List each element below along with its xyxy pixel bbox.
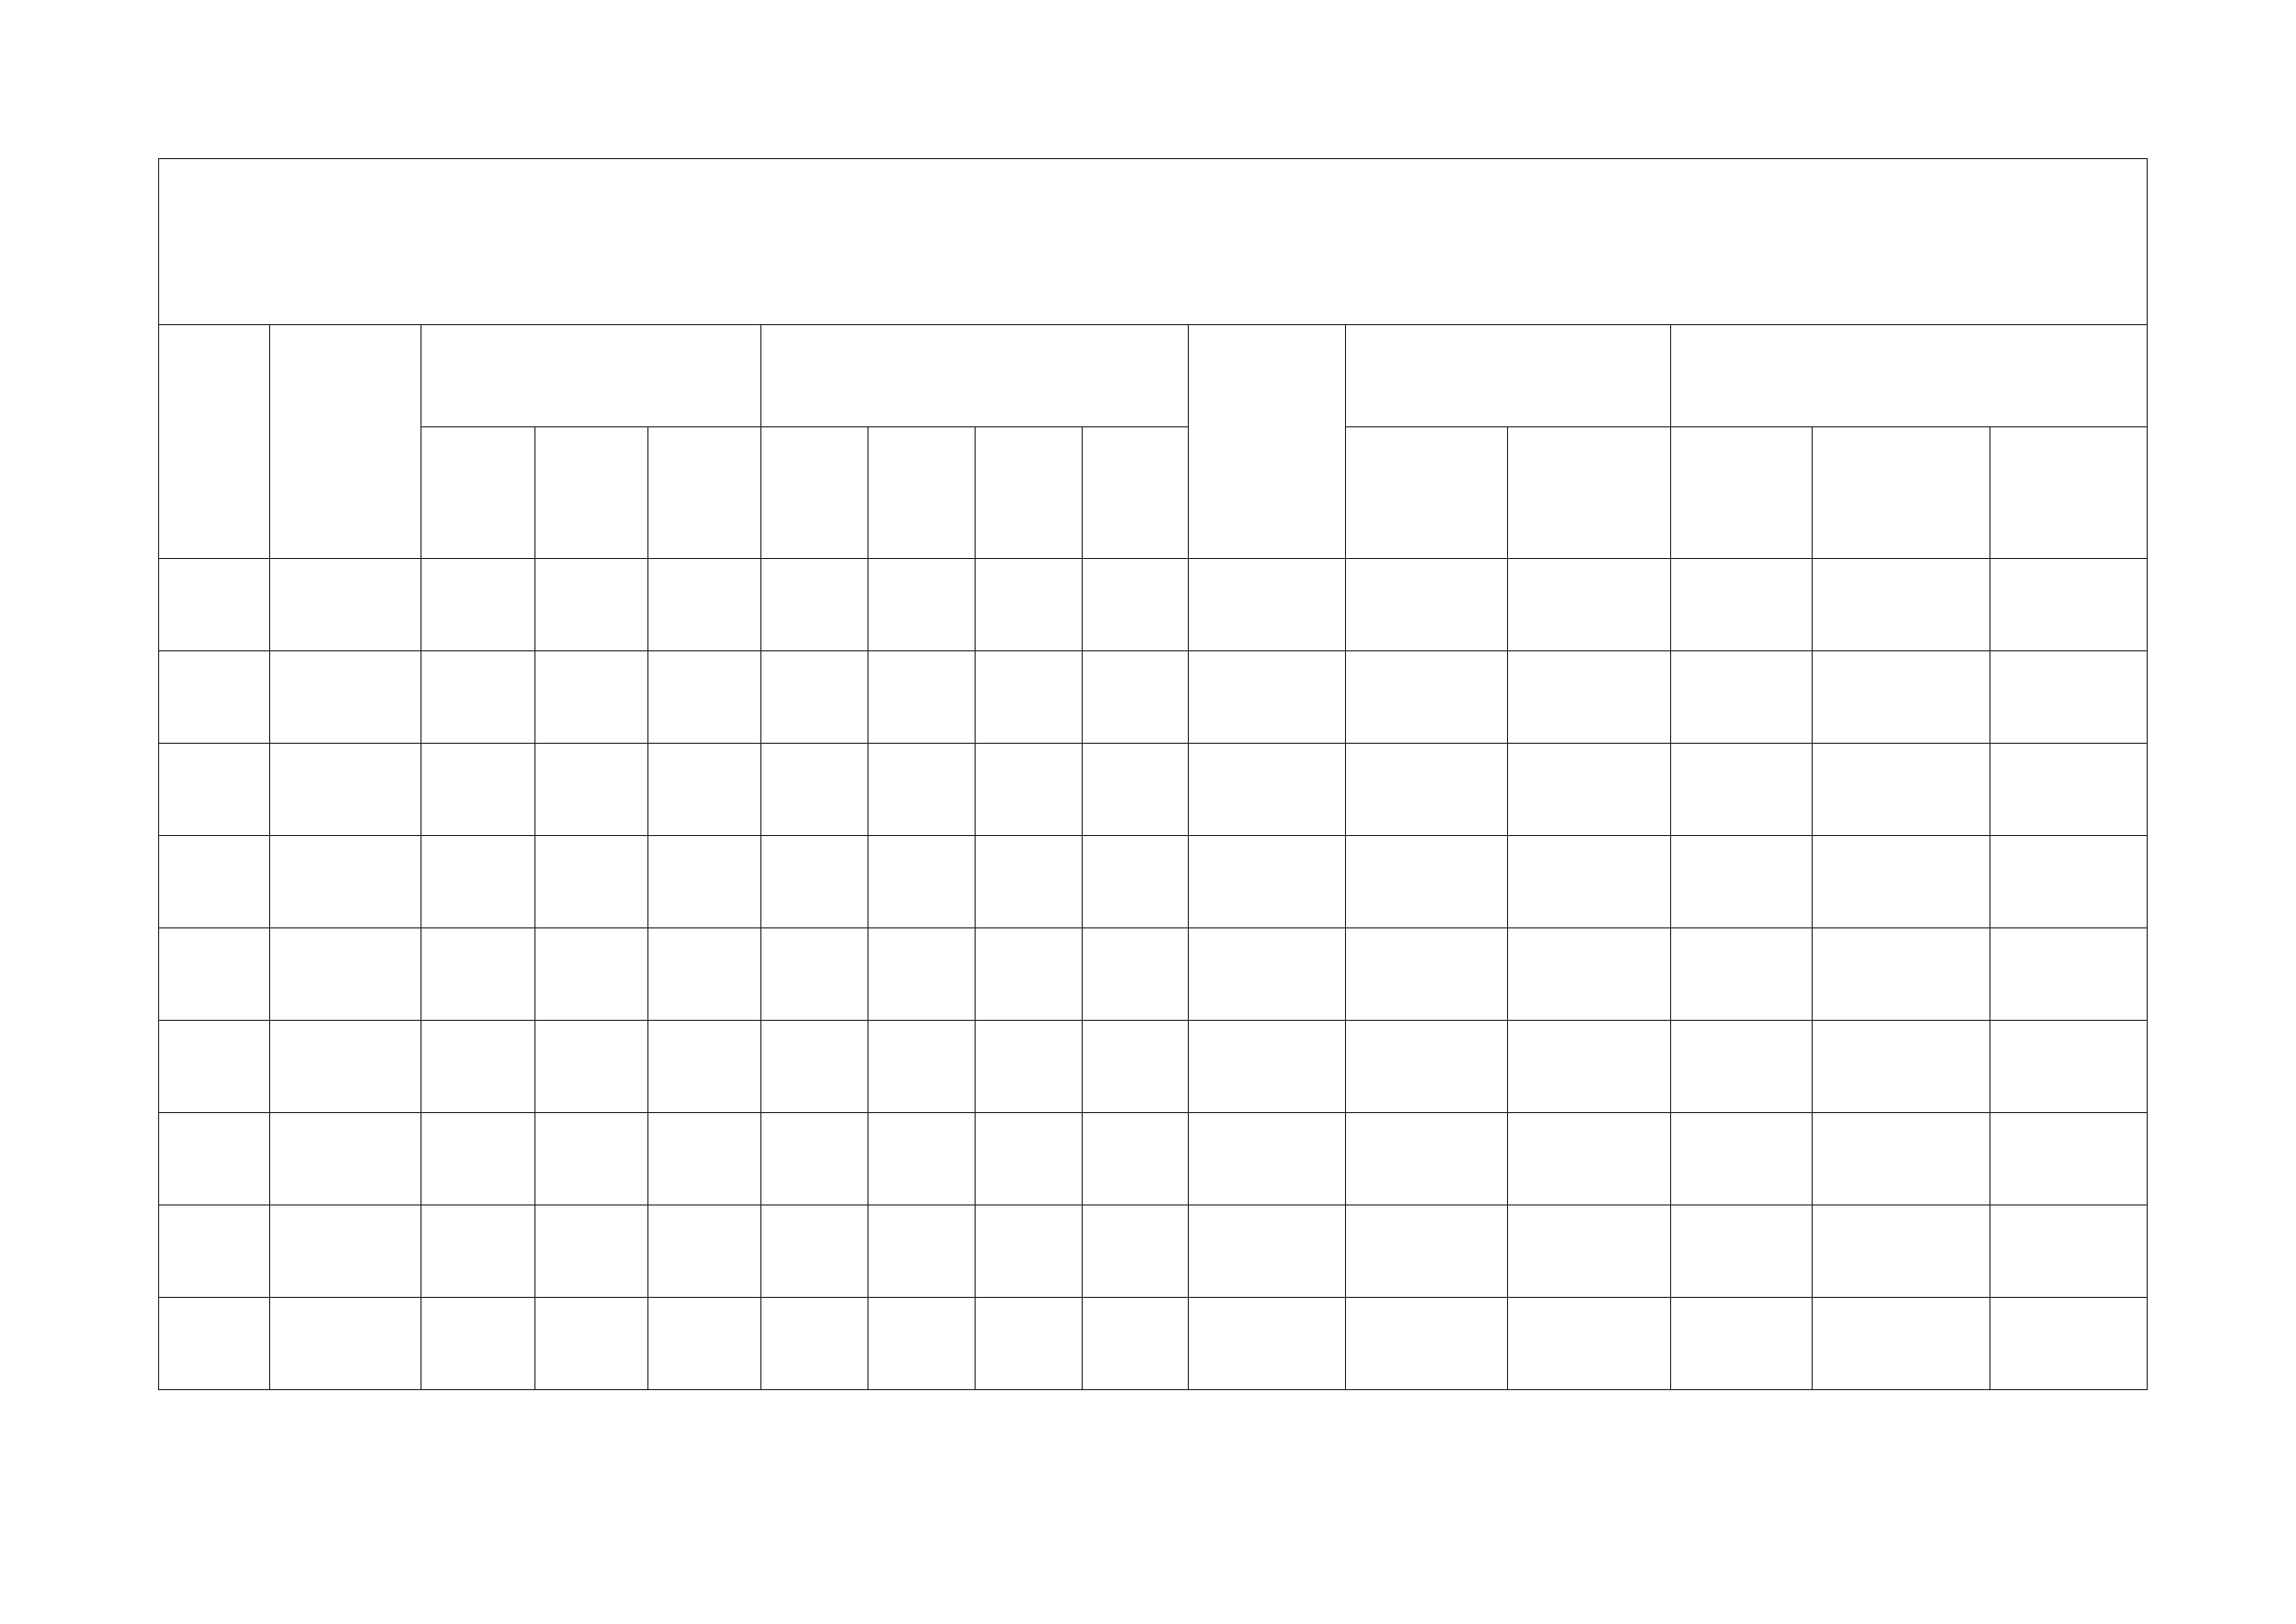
row-cert-number	[1813, 836, 1990, 928]
dash-cell	[976, 1021, 1083, 1113]
row-takeoff	[421, 1113, 535, 1205]
header-pilot	[1671, 325, 2148, 427]
row-duration	[648, 1205, 761, 1298]
row-cert-number	[1813, 1205, 1990, 1298]
row-captain	[761, 1113, 868, 1205]
row-date	[159, 928, 270, 1021]
row-place	[270, 1205, 421, 1298]
student-signature	[1508, 1298, 1671, 1390]
student-signature	[1508, 651, 1671, 744]
student-signature	[1508, 1205, 1671, 1298]
row-subtotal	[1083, 744, 1189, 836]
row-place	[270, 928, 421, 1021]
row-place	[270, 651, 421, 744]
row-landing	[535, 651, 648, 744]
row-student-name	[1346, 1298, 1508, 1390]
header-instructor	[976, 427, 1083, 559]
row-takeoff	[421, 744, 535, 836]
row-training	[868, 744, 976, 836]
row-place	[270, 836, 421, 928]
row-place	[270, 1113, 421, 1205]
header-date	[159, 325, 270, 559]
row-instructor	[976, 836, 1083, 928]
row-subtotal	[1083, 928, 1189, 1021]
row-student-name	[1346, 1113, 1508, 1205]
inspection-place	[270, 1021, 421, 1113]
table-row	[159, 1298, 2148, 1390]
flight-logbook-table	[158, 158, 2148, 1390]
row-date	[159, 836, 270, 928]
dash-cell	[1083, 1021, 1189, 1113]
row-duration	[648, 1298, 761, 1390]
row-instructor	[976, 1113, 1083, 1205]
pilot-signature	[1990, 1113, 2148, 1205]
row-training	[868, 559, 976, 651]
row-subtotal	[1083, 1298, 1189, 1390]
inspection-row	[159, 1021, 2148, 1113]
row-purpose	[1189, 1298, 1346, 1390]
dash-cell	[1813, 1021, 1990, 1113]
row-landing	[535, 559, 648, 651]
dash-cell	[1346, 1021, 1508, 1113]
row-takeoff	[421, 836, 535, 928]
header-student	[1346, 325, 1671, 427]
row-student-name	[1346, 651, 1508, 744]
table-row	[159, 836, 2148, 928]
row-takeoff	[421, 651, 535, 744]
row-pilot-name	[1671, 928, 1813, 1021]
row-pilot-name	[1671, 836, 1813, 928]
title-cell	[159, 159, 2148, 247]
row-landing	[535, 1298, 648, 1390]
row-training	[868, 836, 976, 928]
row-pilot-name	[1671, 1298, 1813, 1390]
row-subtotal	[1083, 836, 1189, 928]
pilot-signature	[1990, 928, 2148, 1021]
student-signature	[1508, 836, 1671, 928]
row-training	[868, 1298, 976, 1390]
row-landing	[535, 1113, 648, 1205]
row-subtotal	[1083, 1205, 1189, 1298]
log-rows-group-2	[159, 1113, 2148, 1390]
row-subtotal	[1083, 651, 1189, 744]
row-takeoff	[421, 1205, 535, 1298]
header-student-name	[1346, 427, 1508, 559]
row-duration	[648, 744, 761, 836]
student-signature	[1508, 559, 1671, 651]
header-cert-number	[1813, 427, 1990, 559]
row-student-name	[1346, 1205, 1508, 1298]
row-date	[159, 1298, 270, 1390]
row-instructor	[976, 1298, 1083, 1390]
row-student-name	[1346, 928, 1508, 1021]
dash-cell	[1990, 1021, 2148, 1113]
row-place	[270, 744, 421, 836]
row-pilot-name	[1671, 651, 1813, 744]
header-subtotal	[1083, 427, 1189, 559]
student-signature	[1508, 928, 1671, 1021]
row-cert-number	[1813, 651, 1990, 744]
row-student-name	[1346, 836, 1508, 928]
inspection-date	[159, 1021, 270, 1113]
header-place	[270, 325, 421, 559]
row-student-name	[1346, 744, 1508, 836]
inspection-validity	[421, 1021, 535, 1113]
header-takeoff	[421, 427, 535, 559]
pilot-signature	[1990, 559, 2148, 651]
row-purpose	[1189, 836, 1346, 928]
pilot-signature	[1990, 1298, 2148, 1390]
row-landing	[535, 1205, 648, 1298]
table-row	[159, 744, 2148, 836]
row-date	[159, 744, 270, 836]
row-cert-number	[1813, 928, 1990, 1021]
row-instructor	[976, 928, 1083, 1021]
table-row	[159, 1205, 2148, 1298]
row-training	[868, 1113, 976, 1205]
student-signature	[1508, 1113, 1671, 1205]
header-landing	[535, 427, 648, 559]
table-row	[159, 928, 2148, 1021]
header-flight-time	[421, 325, 761, 427]
row-captain	[761, 1298, 868, 1390]
header-captain	[761, 427, 868, 559]
inspection-expiry	[535, 1021, 648, 1113]
row-purpose	[1189, 651, 1346, 744]
log-rows-group-1	[159, 559, 2148, 1021]
row-duration	[648, 836, 761, 928]
header-student-sign	[1508, 427, 1671, 559]
row-captain	[761, 1205, 868, 1298]
header-duration	[648, 427, 761, 559]
row-date	[159, 1205, 270, 1298]
table-row	[159, 1113, 2148, 1205]
row-cert-number	[1813, 744, 1990, 836]
row-captain	[761, 928, 868, 1021]
row-training	[868, 1205, 976, 1298]
row-cert-number	[1813, 1298, 1990, 1390]
row-place	[270, 1298, 421, 1390]
dash-cell	[868, 1021, 976, 1113]
row-pilot-name	[1671, 1113, 1813, 1205]
row-purpose	[1189, 559, 1346, 651]
row-takeoff	[421, 1298, 535, 1390]
row-captain	[761, 744, 868, 836]
row-subtotal	[1083, 559, 1189, 651]
row-instructor	[976, 559, 1083, 651]
dash-cell	[1189, 1021, 1346, 1113]
row-place	[270, 559, 421, 651]
row-duration	[648, 651, 761, 744]
row-captain	[761, 651, 868, 744]
row-captain	[761, 559, 868, 651]
row-subtotal	[1083, 1113, 1189, 1205]
dash-cell	[1671, 1021, 1813, 1113]
dash-cell	[648, 1021, 761, 1113]
header-purpose	[1189, 325, 1346, 559]
dash-cell	[761, 1021, 868, 1113]
header-pilot-sign	[1990, 427, 2148, 559]
row-duration	[648, 559, 761, 651]
row-instructor	[976, 1205, 1083, 1298]
row-cert-number	[1813, 1113, 1990, 1205]
header-pilot-name	[1671, 427, 1813, 559]
row-captain	[761, 836, 868, 928]
row-training	[868, 651, 976, 744]
row-purpose	[1189, 1113, 1346, 1205]
row-date	[159, 1113, 270, 1205]
row-pilot-name	[1671, 559, 1813, 651]
row-training	[868, 928, 976, 1021]
pilot-signature	[1990, 651, 2148, 744]
row-pilot-name	[1671, 744, 1813, 836]
row-pilot-name	[1671, 1205, 1813, 1298]
row-duration	[648, 928, 761, 1021]
row-purpose	[1189, 744, 1346, 836]
aircraft-info	[159, 246, 2148, 325]
row-takeoff	[421, 928, 535, 1021]
row-date	[159, 559, 270, 651]
header-training	[868, 427, 976, 559]
student-signature	[1508, 744, 1671, 836]
row-purpose	[1189, 1205, 1346, 1298]
row-landing	[535, 836, 648, 928]
table-row	[159, 559, 2148, 651]
row-instructor	[976, 651, 1083, 744]
row-landing	[535, 928, 648, 1021]
row-landing	[535, 744, 648, 836]
pilot-signature	[1990, 1205, 2148, 1298]
row-date	[159, 651, 270, 744]
row-purpose	[1189, 928, 1346, 1021]
row-takeoff	[421, 559, 535, 651]
header-mission-time	[761, 325, 1189, 427]
pilot-signature	[1990, 744, 2148, 836]
row-instructor	[976, 744, 1083, 836]
row-student-name	[1346, 559, 1508, 651]
pilot-signature	[1990, 836, 2148, 928]
table-row	[159, 651, 2148, 744]
dash-cell	[1508, 1021, 1671, 1113]
row-cert-number	[1813, 559, 1990, 651]
row-duration	[648, 1113, 761, 1205]
